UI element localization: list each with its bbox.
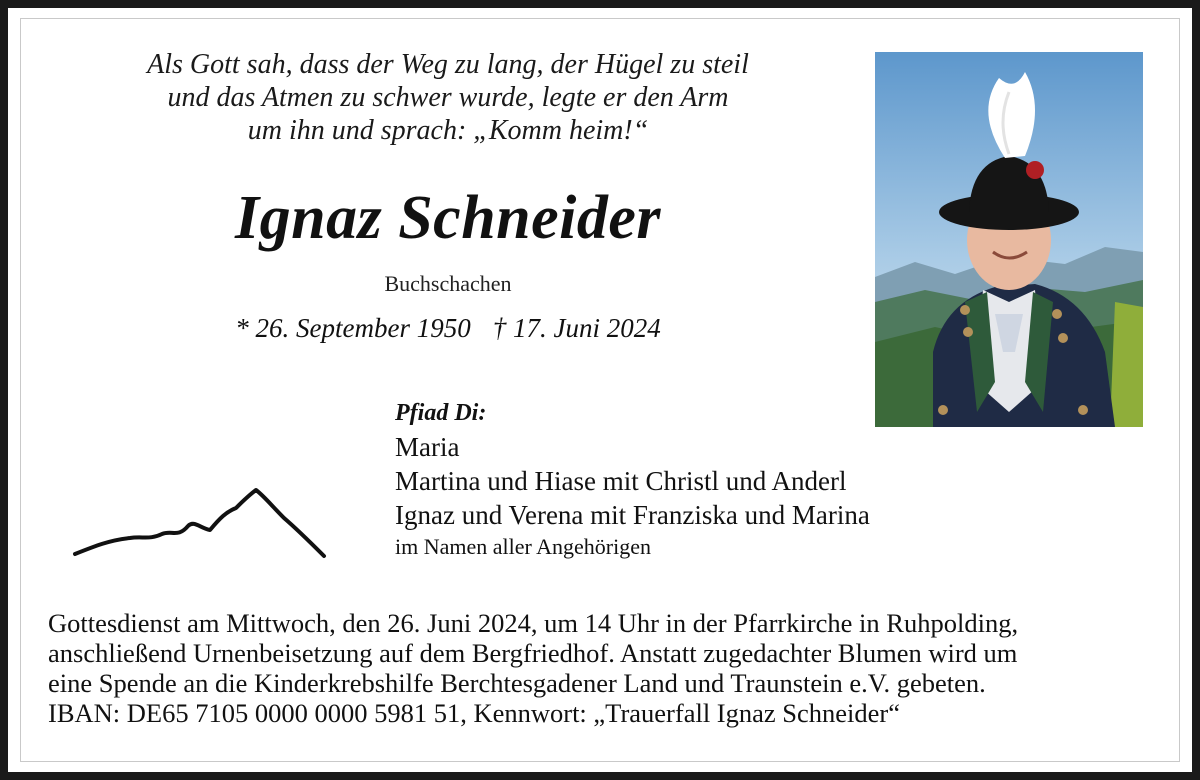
verse-line: und das Atmen zu schwer wurde, legte er den Arm	[167, 82, 729, 113]
death-date: † 17. Juni 2024	[492, 313, 661, 343]
mourners-heading: Pfiad Di:	[395, 400, 487, 426]
service-line: eine Spende an die Kinderkrebshilfe Berchtesgadener Land und Traunstein e.V. gebeten.	[48, 668, 986, 698]
verse-line: Als Gott sah, dass der Weg zu lang, der Hügel zu steil	[147, 49, 749, 80]
deceased-name: Ignaz Schneider	[234, 184, 662, 252]
birth-date: * 26. September 1950	[235, 313, 471, 343]
life-dates	[68, 311, 828, 345]
mountain-ridge-icon	[70, 468, 330, 568]
portrait-photo	[875, 52, 1143, 427]
service-details	[48, 608, 1168, 728]
mourner-line: Maria	[395, 432, 460, 462]
mourner-line: Martina und Hiase mit Christl und Anderl	[395, 466, 847, 496]
mourner-line: Ignaz und Verena mit Franziska und Marina	[395, 500, 870, 530]
service-line: Gottesdienst am Mittwoch, den 26. Juni 2024, um 14 Uhr in der Pfarrkirche in Ruhpolding,	[48, 608, 1019, 638]
deceased-place: Buchschachen	[384, 271, 512, 296]
verse-line: um ihn und sprach: „Komm heim!“	[247, 115, 649, 146]
service-line: IBAN: DE65 7105 0000 0000 5981 51, Kennwort: „Trauerfall Ignaz Schneider“	[48, 698, 900, 728]
mourners-closing: im Namen aller Angehörigen	[395, 534, 651, 559]
mourners-block	[395, 396, 955, 562]
service-line: anschließend Urnenbeisetzung auf dem Bergfriedhof. Anstatt zugedachter Blumen wird um	[48, 638, 1018, 668]
obituary-card	[8, 8, 1192, 772]
memorial-verse	[68, 48, 828, 147]
